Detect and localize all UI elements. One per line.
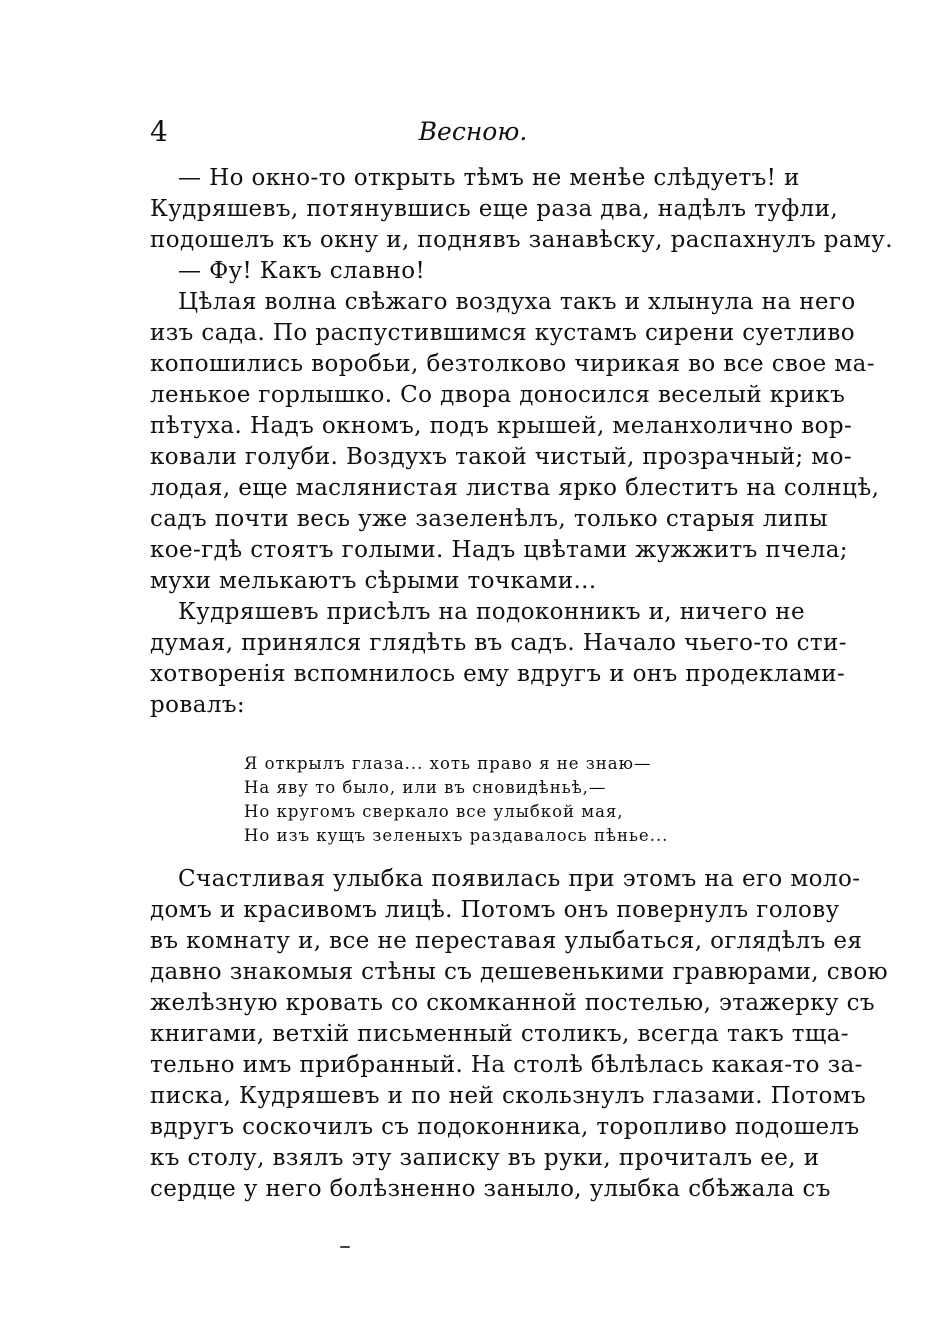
poem-block bbox=[244, 752, 714, 848]
text-line: лодая, еще маслянистая листва ярко блеститъ на солнцѣ, bbox=[150, 475, 880, 501]
text-line: — Фу! Какъ славно! bbox=[178, 258, 426, 284]
text-line: вдругъ соскочилъ съ подоконника, торопливо подошелъ bbox=[150, 1114, 860, 1140]
text-line: пѣтуха. Надъ окномъ, подъ крышей, меланхолично вор- bbox=[150, 413, 853, 439]
text-line: Кудряшевъ, потянувшись еще раза два, надѣлъ туфли, bbox=[150, 196, 839, 222]
poem-line: Но кругомъ сверкало все улыбкой мая, bbox=[244, 802, 624, 821]
text-line: садъ почти весь уже зазеленѣлъ, только старыя липы bbox=[150, 506, 829, 532]
text-line: писка, Кудряшевъ и по ней скользнулъ глазами. Потомъ bbox=[150, 1083, 867, 1109]
poem-line: Я открылъ глаза... хоть право я не знаю— bbox=[244, 754, 652, 773]
poem-line: Но изъ кущъ зеленыхъ раздавалось пѣнье... bbox=[244, 826, 669, 845]
poem-line: На яву то было, или въ сновидѣньѣ,— bbox=[244, 778, 607, 797]
text-line: Цѣлая волна свѣжаго воздуха такъ и хлынула на него bbox=[178, 289, 856, 315]
text-line: ленькое горлышко. Со двора доносился веселый крикъ bbox=[150, 382, 846, 408]
text-line: къ столу, взялъ эту записку въ руки, прочиталъ ее, и bbox=[150, 1145, 820, 1171]
text-line: книгами, ветхій письменный столикъ, всегда такъ тща- bbox=[150, 1021, 849, 1047]
text-line: мухи мелькаютъ сѣрыми точками... bbox=[150, 568, 597, 594]
text-block-top bbox=[150, 163, 893, 721]
page-header bbox=[150, 112, 796, 152]
text-line: въ комнату и, все не переставая улыбаться, оглядѣлъ ея bbox=[150, 928, 863, 954]
text-line: кое-гдѣ стоятъ голыми. Надъ цвѣтами жужжитъ пчела; bbox=[150, 537, 848, 563]
page-number: 4 bbox=[150, 115, 168, 148]
text-line: думая, принялся глядѣть въ садъ. Начало чьего-то сти- bbox=[150, 630, 847, 656]
text-line: давно знакомыя стѣны съ дешевенькими гравюрами, свою bbox=[150, 959, 889, 985]
text-line: сердце у него болѣзненно заныло, улыбка сбѣжала съ bbox=[150, 1176, 831, 1202]
text-line: изъ сада. По распустившимся кустамъ сирени суетливо bbox=[150, 320, 855, 346]
print-speck bbox=[340, 1246, 350, 1248]
text-line: — Но окно-то открыть тѣмъ не менѣе слѣдуетъ! и bbox=[178, 165, 800, 191]
text-line: Кудряшевъ присѣлъ на подоконникъ и, ничего не bbox=[178, 599, 805, 625]
text-line: копошились воробьи, безтолково чирикая во все свое ма- bbox=[150, 351, 875, 377]
text-line: подошелъ къ окну и, поднявъ занавѣску, распахнулъ раму. bbox=[150, 227, 893, 253]
text-line: домъ и красивомъ лицѣ. Потомъ онъ повернулъ голову bbox=[150, 897, 840, 923]
running-title: Весною. bbox=[418, 117, 528, 146]
text-line: желѣзную кровать со скомканной постелью, этажерку съ bbox=[150, 990, 875, 1016]
text-line: Счастливая улыбка появилась при этомъ на его моло- bbox=[178, 866, 861, 892]
text-block-bottom bbox=[150, 864, 889, 1205]
text-line: тельно имъ прибранный. На столѣ бѣлѣлась какая-то за- bbox=[150, 1052, 863, 1078]
text-line: ковали голуби. Воздухъ такой чистый, прозрачный; мо- bbox=[150, 444, 852, 470]
text-line: ровалъ: bbox=[150, 692, 246, 718]
text-line: хотворенія вспомнилось ему вдругъ и онъ продеклами- bbox=[150, 661, 846, 687]
